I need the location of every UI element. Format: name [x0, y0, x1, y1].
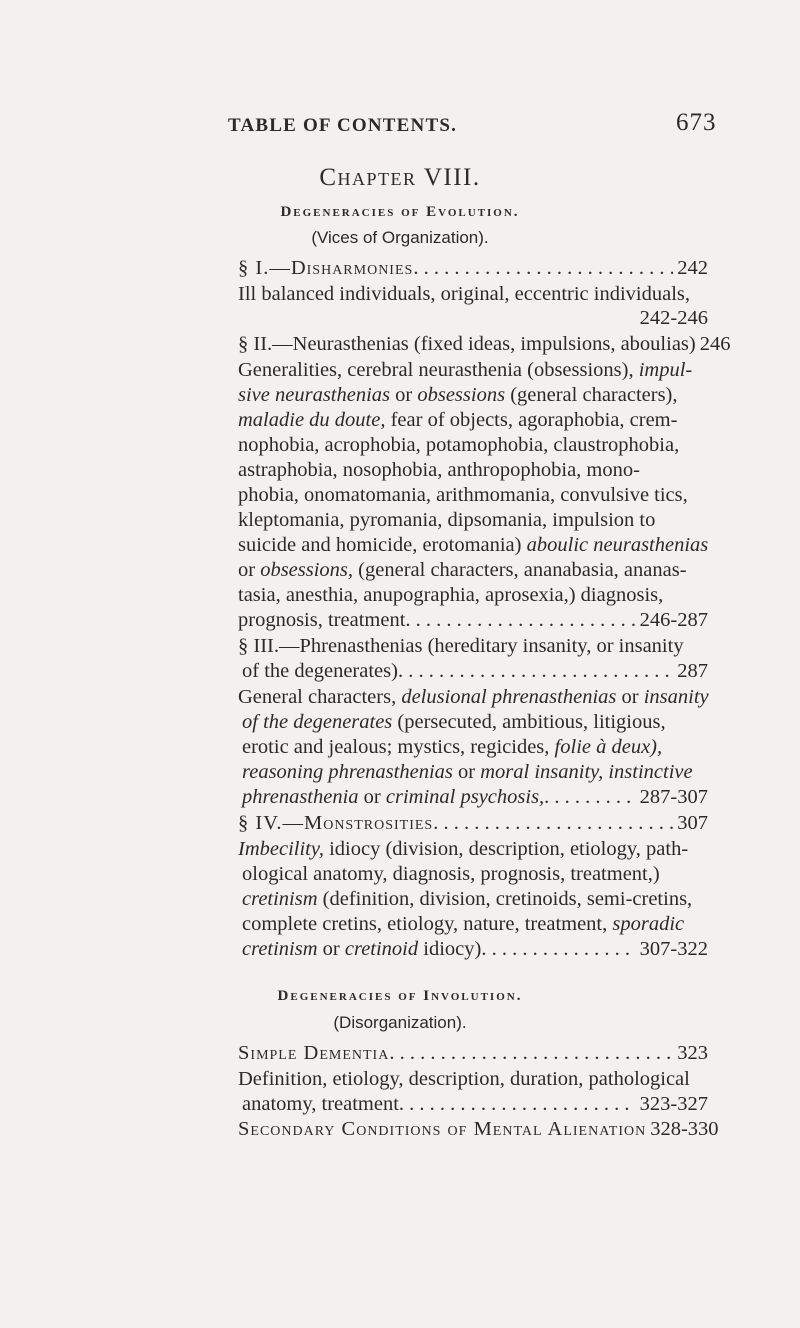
text: or [363, 786, 381, 808]
section-1-body: Ill balanced individuals, original, eccentric individuals, [238, 283, 691, 305]
section-2-entry [238, 332, 731, 357]
text: or [458, 761, 476, 783]
text: (general characters, ananabasia, ananas- [358, 559, 687, 581]
italic-text: cretinism [242, 888, 318, 910]
text: suicide and homicide, erotomania) [238, 534, 522, 556]
part-subheading-organization: (Vices of Organization). [311, 228, 489, 247]
text: General characters, [238, 686, 397, 708]
italic-text: obsessions, [260, 559, 354, 581]
text: idiocy) [423, 938, 482, 960]
italic-text: folie à deux), [554, 736, 663, 758]
text: or [322, 938, 340, 960]
part-heading-evolution: Degeneracies of Evolution. [280, 204, 520, 220]
section-6-page: 328-330 [650, 1118, 719, 1140]
section-4-line-3 [242, 887, 712, 912]
text: erotic and jealous; mystics, regicides, [242, 736, 550, 758]
section-2-page: 246 [699, 333, 731, 355]
section-1-page: 242 [677, 257, 708, 279]
italic-text: sive neurasthenias [238, 384, 391, 406]
section-4-title: § IV.—Monstrosities [238, 812, 434, 834]
section-4-line-5 [242, 937, 708, 962]
section-3-page: 287 [677, 660, 708, 682]
running-head [0, 109, 800, 143]
italic-text: criminal psychosis, [385, 786, 545, 808]
section-2-line-9 [238, 558, 708, 583]
text: or [238, 559, 256, 581]
text: or [621, 686, 639, 708]
section-5-body-page: 323-327 [639, 1093, 708, 1115]
italic-text: phrenasthenia [242, 786, 359, 808]
section-5-line-2 [242, 1092, 708, 1117]
page-number: 673 [676, 109, 717, 136]
section-3-title: § III.—Phrenasthenias (hereditary insanity, or insanity [238, 635, 684, 657]
section-3-line-5 [242, 785, 708, 810]
section-2-line-10: tasia, anesthia, anupographia, aprosexia,) diagnosis, [238, 584, 664, 606]
italic-text: cretinoid [344, 938, 419, 960]
section-6-entry [238, 1117, 719, 1142]
text: complete cretins, etiology, nature, treatment, [242, 913, 608, 935]
section-4-line-4 [242, 912, 712, 937]
part-subheading-disorganization: (Disorganization). [333, 1013, 467, 1032]
text: prognosis, treatment [238, 609, 406, 631]
text: or [395, 384, 413, 406]
text: of the degenerates) [242, 660, 398, 682]
italic-text: moral insanity, instinctive [480, 761, 693, 783]
text: (general characters), [510, 384, 678, 406]
section-5-line-1: Definition, etiology, description, duration, pathological [238, 1068, 690, 1090]
section-4-line-2: ological anatomy, diagnosis, prognosis, treatment,) [242, 863, 660, 885]
chapter-heading: Chapter VIII. [319, 164, 481, 191]
italic-text: obsessions [417, 384, 506, 406]
section-3-title-cont [242, 659, 708, 684]
section-6-title: Secondary Conditions of Mental Alienation [238, 1118, 647, 1140]
section-3-body-page: 287-307 [639, 786, 708, 808]
section-2-title: § II.—Neurasthenias (fixed ideas, impulsions, aboulias) [238, 333, 696, 355]
section-5-title: Simple Dementia [238, 1042, 390, 1064]
text: anatomy, treatment [242, 1093, 399, 1115]
running-head-title: TABLE OF CONTENTS. [228, 115, 458, 136]
italic-text: Imbecility, [238, 838, 324, 860]
text: Generalities, cerebral neurasthenia (obsessions), [238, 359, 634, 381]
section-4-entry [238, 811, 708, 836]
section-3-line-2 [242, 710, 712, 735]
section-1-entry [238, 256, 708, 281]
italic-text: of the degenerates [242, 711, 393, 733]
italic-text: aboulic neurasthenias [526, 534, 709, 556]
section-4-page: 307 [677, 812, 708, 834]
text: fear of objects, agoraphobia, crem- [390, 409, 678, 431]
section-3-line-3 [242, 735, 712, 760]
part-heading-involution: Degeneracies of Involution. [277, 988, 523, 1004]
section-4-line-1 [238, 837, 708, 862]
italic-text: impul- [638, 359, 693, 381]
section-1-body-page: 242-246 [639, 307, 708, 329]
italic-text: delusional phrenasthenias [401, 686, 617, 708]
section-2-line-8 [238, 533, 708, 558]
section-2-line-4: nophobia, acrophobia, potamophobia, claustrophobia, [238, 434, 680, 456]
italic-text: insanity [643, 686, 709, 708]
section-2-line-5: astraphobia, nosophobia, anthropophobia, mono- [238, 459, 640, 481]
section-5-page: 323 [677, 1042, 708, 1064]
text: idiocy (division, description, etiology, path- [329, 838, 689, 860]
section-2-line-3 [238, 408, 708, 433]
section-2-line-11 [238, 608, 708, 633]
section-3-line-1 [238, 685, 708, 710]
section-2-body-page: 246-287 [639, 609, 708, 631]
section-2-line-1 [238, 358, 708, 383]
italic-text: maladie du doute, [238, 409, 386, 431]
section-3-line-4 [242, 760, 712, 785]
text: (persecuted, ambitious, litigious, [397, 711, 666, 733]
section-2-line-6: phobia, onomatomania, arithmomania, convulsive tics, [238, 484, 688, 506]
section-2-line-7: kleptomania, pyromania, dipsomania, impulsion to [238, 509, 656, 531]
text: (definition, division, cretinoids, semi-cretins, [322, 888, 693, 910]
italic-text: cretinism [242, 938, 318, 960]
section-1-title: § I.—Disharmonies [238, 257, 414, 279]
section-5-entry [238, 1041, 708, 1066]
section-2-line-2 [238, 383, 708, 408]
italic-text: sporadic [612, 913, 685, 935]
italic-text: reasoning phrenasthenias [242, 761, 453, 783]
section-4-body-page: 307-322 [639, 938, 708, 960]
